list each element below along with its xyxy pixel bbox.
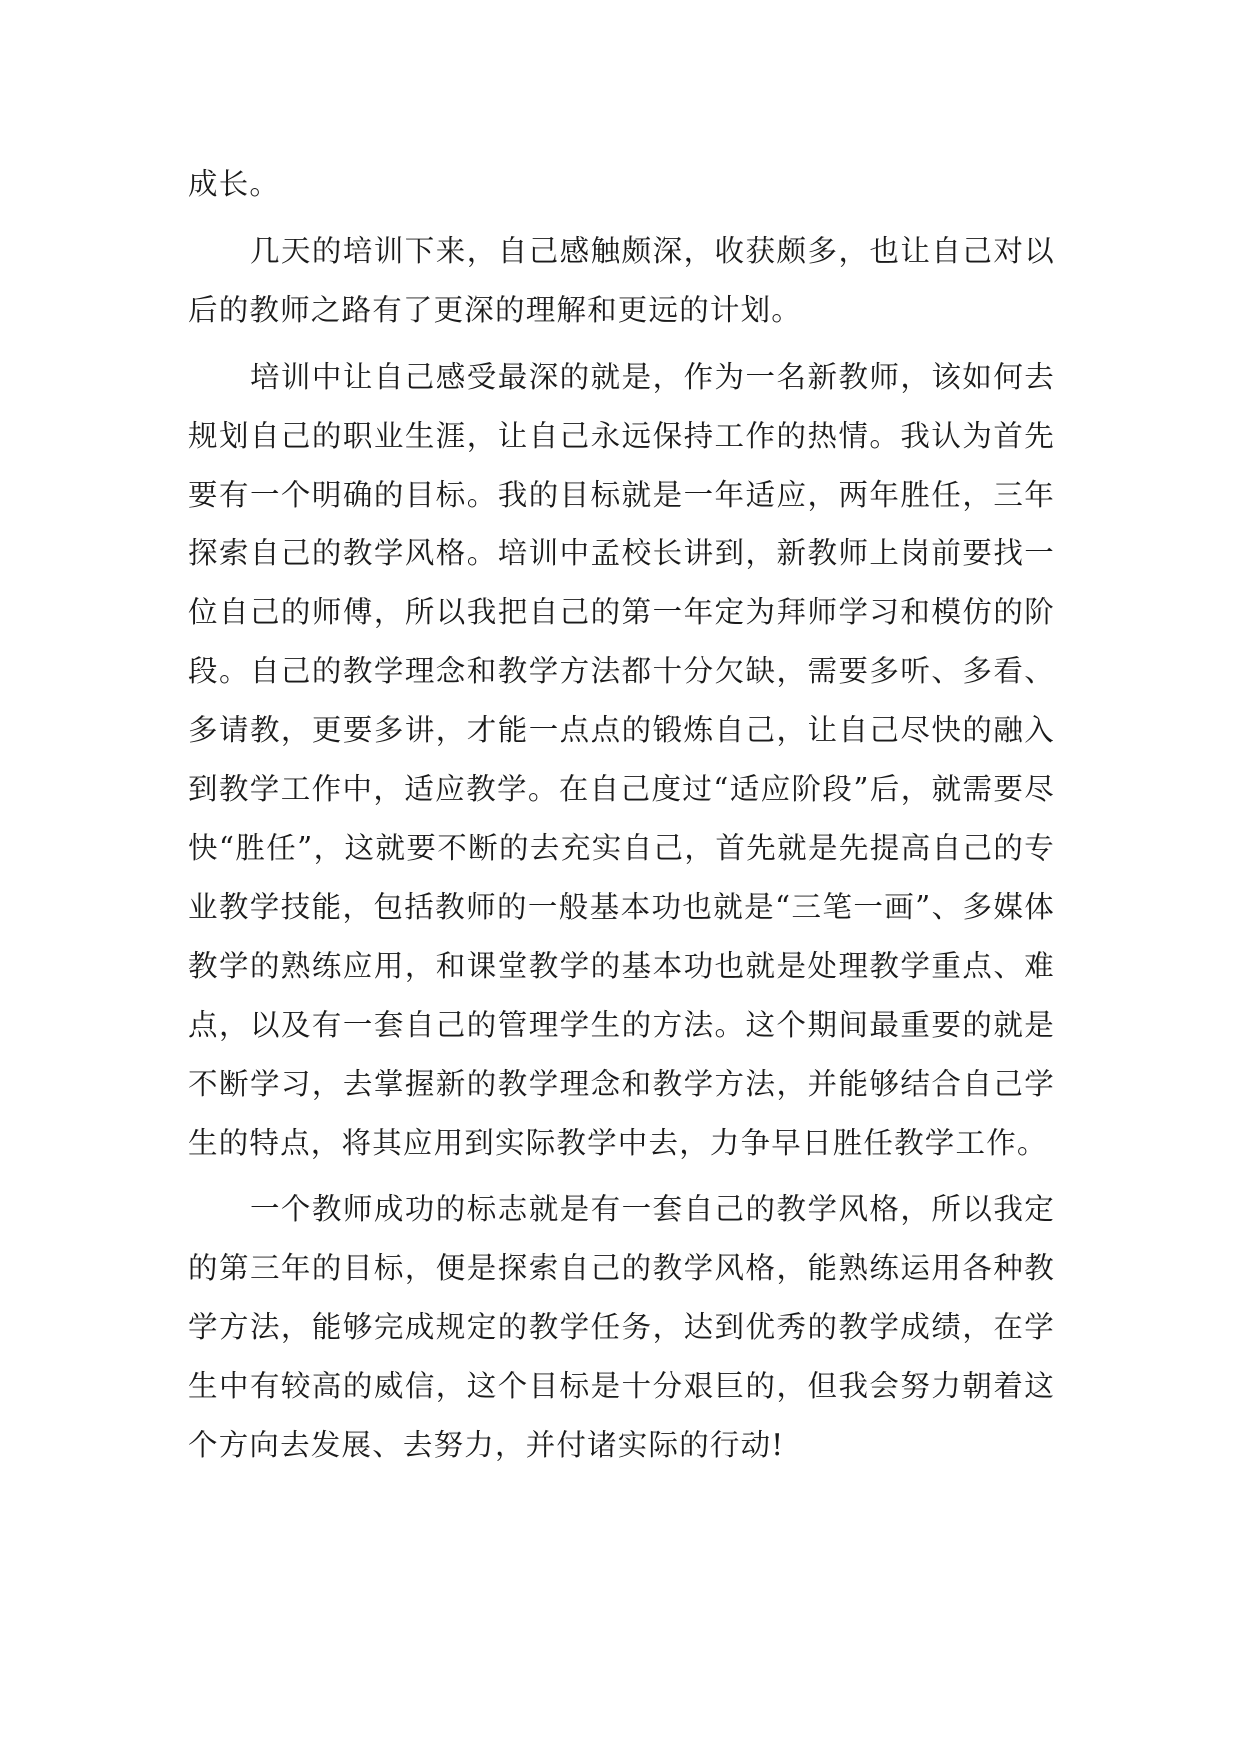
document-body [188,155,1055,1475]
paragraph-career-planning: 培训中让自己感受最深的就是，作为一名新教师，该如何去规划自己的职业生涯，让自己永远保持工作的热情。我认为首先要有一个明确的目标。我的目标就是一年适应，两年胜任，三年探索自己的教学风格。培训中孟校长讲到，新教师上岗前要找一位自己的师傅，所以我把自己的第一年定为拜师学习和模仿的阶段。自己的教学理念和教学方法都十分欠缺，需要多听、多看、多请教，更要多讲，才能一点点的锻炼自己，让自己尽快的融入到教学工作中，适应教学。在自己度过“适应阶段”后，就需要尽快“胜任”，这就要不断的去充实自己，首先就是先提高自己的专业教学技能，包括教师的一般基本功也就是“三笔一画”、多媒体教学的熟练应用，和课堂教学的基本功也就是处理教学重点、难点，以及有一套自己的管理学生的方法。这个期间最重要的就是不断学习，去掌握新的教学理念和教学方法，并能够结合自己学生的特点，将其应用到实际教学中去，力争早日胜任教学工作。 [188,359,1055,1160]
paragraph-training-reflection: 几天的培训下来，自己感触颇深，收获颇多，也让自己对以后的教师之路有了更深的理解和更远的计划。 [188,233,1055,327]
paragraph-continuation: 成长。 [188,167,281,201]
paragraph-teaching-style-goal: 一个教师成功的标志就是有一套自己的教学风格，所以我定的第三年的目标，便是探索自己的教学风格，能熟练运用各种教学方法，能够完成规定的教学任务，达到优秀的教学成绩，在学生中有较高的威信，这个目标是十分艰巨的，但我会努力朝着这个方向去发展、去努力，并付诸实际的行动! [188,1192,1055,1463]
